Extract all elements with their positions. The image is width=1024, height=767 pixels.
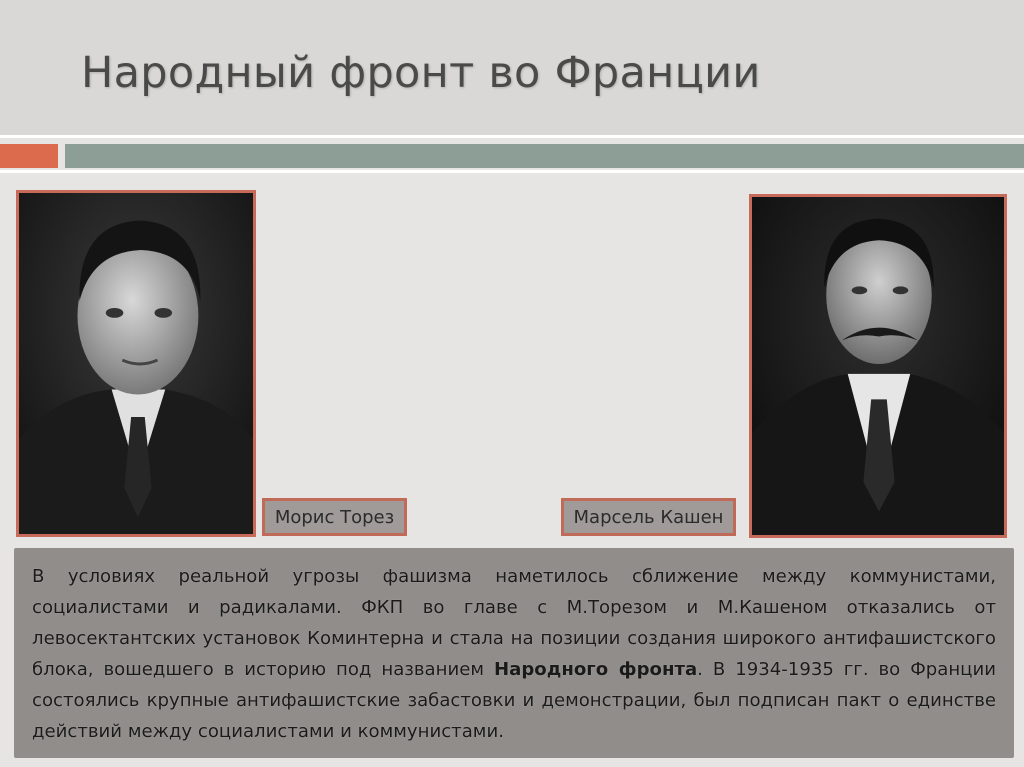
accent-bar-green bbox=[65, 144, 1024, 168]
slide-title: Народный фронт во Франции bbox=[81, 48, 761, 98]
portrait-left-image bbox=[19, 193, 253, 534]
caption-right bbox=[561, 498, 736, 536]
portrait-photo-left bbox=[16, 190, 256, 537]
description-paragraph bbox=[32, 561, 996, 747]
accent-block-red bbox=[0, 144, 58, 168]
slide-header bbox=[0, 0, 1024, 135]
caption-right-text: Марсель Кашен bbox=[573, 506, 724, 528]
caption-left-text: Морис Торез bbox=[274, 506, 395, 528]
header-divider-top bbox=[0, 135, 1024, 138]
header-divider-bottom bbox=[0, 170, 1024, 173]
portrait-right-image bbox=[752, 197, 1004, 535]
description-box bbox=[14, 548, 1014, 758]
description-text-bold: Народного фронта bbox=[493, 659, 698, 680]
caption-left bbox=[262, 498, 407, 536]
description-text-end: . В 1934-1935 гг. во Франции состоялись крупные антифашистские забастовки и демонстрации, был подписан пакт о единстве действий между социалистами и коммунистами. bbox=[32, 659, 997, 742]
portrait-photo-right bbox=[749, 194, 1007, 538]
description-text-start: В условиях реальной угрозы фашизма наметилось сближение между коммунистами, социалистами и радикалами. ФКП во главе с М.Торезом и М.Кашеном отказались от левосектантских установок Коминтерна и стала на позиции создания широкого антифашистского блока, вошедшего в историю под названием bbox=[32, 566, 996, 680]
